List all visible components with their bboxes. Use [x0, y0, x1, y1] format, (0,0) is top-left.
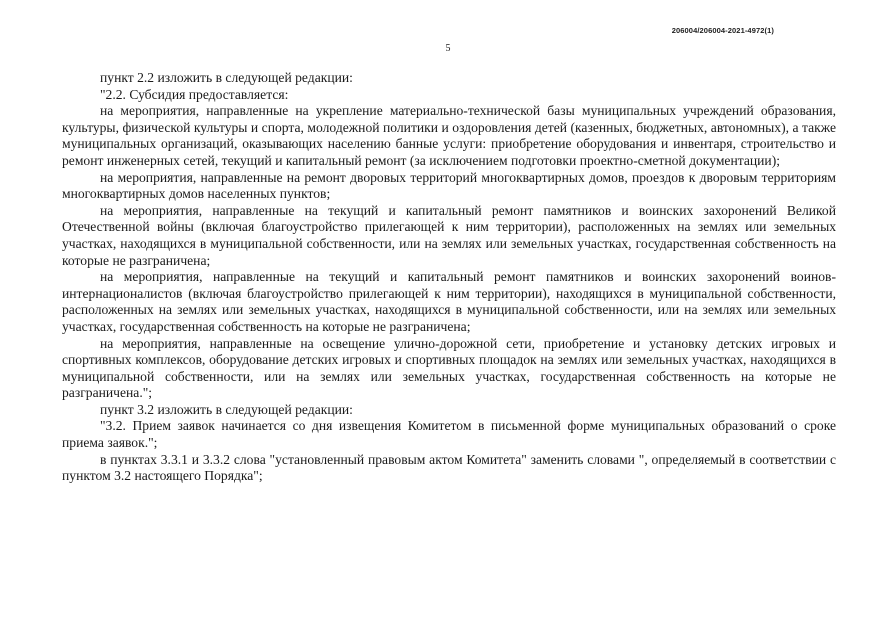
- paragraph-yard-repair: на мероприятия, направленные на ремонт дворовых территорий многоквартирных домов, проездов к дворовым территориям многоквартирных домов населенных пунктов;: [62, 169, 836, 202]
- document-id: 206004/206004-2021-4972(1): [671, 26, 774, 35]
- paragraph-war-memorials: на мероприятия, направленные на текущий и капитальный ремонт памятников и воинских захоронений Великой Отечественной войны (включая благоустройство прилегающей к ним территории), расположенных на землях или земельных участках, находящихся в муниципальной собственности, или на землях или земельных участках, государственная собственность на которые не разграничена;: [62, 202, 836, 268]
- paragraph-lighting-playgrounds: на мероприятия, направленные на освещение улично-дорожной сети, приобретение и установку детских игровых и спортивных комплексов, оборудование детских игровых и спортивных площадок на землях или земельных участках, находящихся в муниципальной собственности, или на землях или земельных участках, государственная собственность на которые не разграничена.";: [62, 335, 836, 401]
- page-number: 5: [445, 43, 451, 54]
- paragraph-replace-words: в пунктах 3.3.1 и 3.3.2 слова "установленный правовым актом Комитета" заменить словами ", определяемый в соответствии с пунктом 3.2 настоящего Порядка";: [62, 451, 836, 484]
- document-body: [62, 70, 836, 485]
- paragraph-amend-3-2: пункт 3.2 изложить в следующей редакции:: [100, 401, 353, 417]
- paragraph-amend-2-2: пункт 2.2 изложить в следующей редакции:: [100, 70, 353, 85]
- paragraph-subsidy-heading: "2.2. Субсидия предоставляется:: [100, 86, 289, 102]
- paragraph-material-base: на мероприятия, направленные на укрепление материально-технической базы муниципальных учреждений образования, культуры, физической культуры и спорта, молодежной политики и оздоровления детей (казенных, бюджетных, автономных), а также муниципальных организаций, оказывающих населению банные услуги: приобретение оборудования и инвентаря, строительство и ремонт инженерных сетей, текущий и капитальный ремонт (за исключением подготовки проектно-сметной документации);: [62, 103, 836, 168]
- paragraph-applications: "3.2. Прием заявок начинается со дня извещения Комитетом в письменной форме муниципальных образований о сроке приема заявок.";: [62, 418, 836, 451]
- paragraph-internationalist-memorials: на мероприятия, направленные на текущий и капитальный ремонт памятников и воинских захоронений воинов-интернационалистов (включая благоустройство прилегающей к ним территории), находящихся в муниципальной собственности, расположенных на землях или земельных участках, находящихся в муниципальной собственности, или на землях или земельных участках, государственная собственность на которые не разграничена;: [62, 269, 836, 334]
